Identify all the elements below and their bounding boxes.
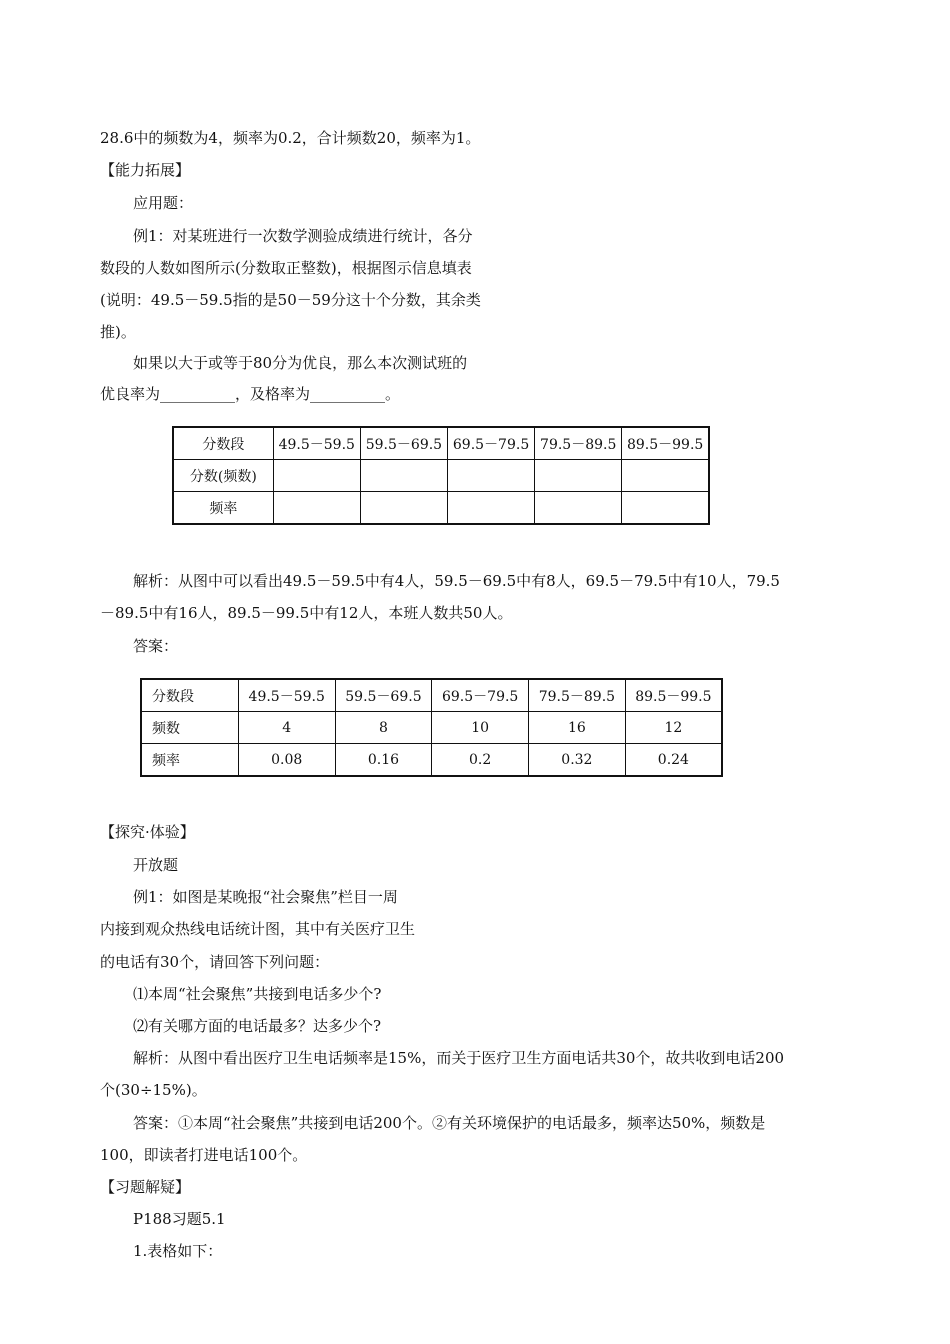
text-line: －89.5中有16人，89.5－99.5中有12人，本班人数共50人。 bbox=[100, 604, 513, 622]
table-cell bbox=[447, 492, 534, 525]
text-line: 100，即读者打进电话100个。 bbox=[100, 1146, 308, 1164]
table-cell: 频率 bbox=[141, 744, 238, 777]
table-cell: 4 bbox=[238, 712, 335, 744]
table-cell bbox=[622, 492, 709, 525]
table-cell bbox=[360, 460, 447, 492]
score-table-blank bbox=[172, 426, 710, 525]
table-cell: 59.5－69.5 bbox=[335, 679, 432, 712]
table-cell bbox=[535, 460, 622, 492]
table-cell: 59.5－69.5 bbox=[360, 427, 447, 460]
table-cell: 分数(频数) bbox=[173, 460, 273, 492]
text-line: 28.6中的频数为4，频率为0.2，合计频数20，频率为1。 bbox=[100, 129, 481, 147]
text-line: 解析：从图中看出医疗卫生电话频率是15%，而关于医疗卫生方面电话共30个，故共收到电话200 bbox=[133, 1049, 785, 1067]
table-cell: 0.08 bbox=[238, 744, 335, 777]
table-cell bbox=[622, 460, 709, 492]
text-line: ⑵有关哪方面的电话最多？达多少个? bbox=[133, 1017, 382, 1035]
section-heading: 【能力拓展】 bbox=[100, 161, 191, 179]
table-cell bbox=[273, 460, 360, 492]
text-line: 答案： bbox=[133, 637, 179, 655]
table-cell: 0.24 bbox=[625, 744, 722, 777]
table-cell: 分数段 bbox=[173, 427, 273, 460]
table-cell: 频率 bbox=[173, 492, 273, 525]
table-cell: 8 bbox=[335, 712, 432, 744]
table-row bbox=[173, 492, 709, 525]
text-line: 优良率为__________，及格率为__________。 bbox=[100, 385, 401, 403]
table-cell: 49.5－59.5 bbox=[238, 679, 335, 712]
text-line: 1.表格如下： bbox=[133, 1242, 223, 1260]
table-cell: 79.5－89.5 bbox=[535, 427, 622, 460]
table-cell bbox=[447, 460, 534, 492]
text-line: (说明：49.5－59.5指的是50－59分这十个分数，其余类 bbox=[100, 291, 481, 309]
text-line: 开放题 bbox=[133, 856, 179, 874]
text-line: 例1：如图是某晚报“社会聚焦”栏目一周 bbox=[133, 888, 398, 906]
table-row bbox=[173, 427, 709, 460]
table-cell: 49.5－59.5 bbox=[273, 427, 360, 460]
text-line: 推)。 bbox=[100, 323, 136, 341]
text-line: 的电话有30个，请回答下列问题： bbox=[100, 953, 330, 971]
table-cell: 0.32 bbox=[529, 744, 626, 777]
text-line: 内接到观众热线电话统计图，其中有关医疗卫生 bbox=[100, 920, 416, 938]
table-cell: 10 bbox=[432, 712, 529, 744]
table-cell: 89.5－99.5 bbox=[622, 427, 709, 460]
text-line: 如果以大于或等于80分为优良，那么本次测试班的 bbox=[133, 354, 468, 372]
text-line: P188习题5.1 bbox=[133, 1210, 226, 1228]
table-cell: 89.5－99.5 bbox=[625, 679, 722, 712]
text-line: 答案：①本周“社会聚焦”共接到电话200个。②有关环境保护的电话最多，频率达50%，频数是 bbox=[133, 1114, 766, 1132]
score-table-answer bbox=[140, 678, 723, 777]
table-cell: 69.5－79.5 bbox=[432, 679, 529, 712]
text-line: 例1：对某班进行一次数学测验成绩进行统计，各分 bbox=[133, 227, 473, 245]
text-line: 解析：从图中可以看出49.5－59.5中有4人，59.5－69.5中有8人，69.5－79.5中有10人，79.5 bbox=[133, 572, 780, 590]
text-line: 数段的人数如图所示(分数取正整数)，根据图示信息填表 bbox=[100, 259, 472, 277]
table-cell bbox=[273, 492, 360, 525]
table-cell: 频数 bbox=[141, 712, 238, 744]
table-cell: 12 bbox=[625, 712, 722, 744]
table-cell: 0.16 bbox=[335, 744, 432, 777]
table-cell: 分数段 bbox=[141, 679, 238, 712]
table-cell bbox=[360, 492, 447, 525]
table-row bbox=[141, 679, 722, 712]
text-line: 个(30÷15%)。 bbox=[100, 1081, 207, 1099]
table-row bbox=[141, 744, 722, 777]
text-line: ⑴本周“社会聚焦”共接到电话多少个? bbox=[133, 985, 382, 1003]
table-row bbox=[141, 712, 722, 744]
table-cell: 79.5－89.5 bbox=[529, 679, 626, 712]
section-heading: 【探究·体验】 bbox=[100, 823, 195, 841]
table-cell: 0.2 bbox=[432, 744, 529, 777]
table-cell: 16 bbox=[529, 712, 626, 744]
section-heading: 【习题解疑】 bbox=[100, 1178, 191, 1196]
table-row bbox=[173, 460, 709, 492]
table-cell: 69.5－79.5 bbox=[447, 427, 534, 460]
table-cell bbox=[535, 492, 622, 525]
text-line: 应用题： bbox=[133, 194, 194, 212]
